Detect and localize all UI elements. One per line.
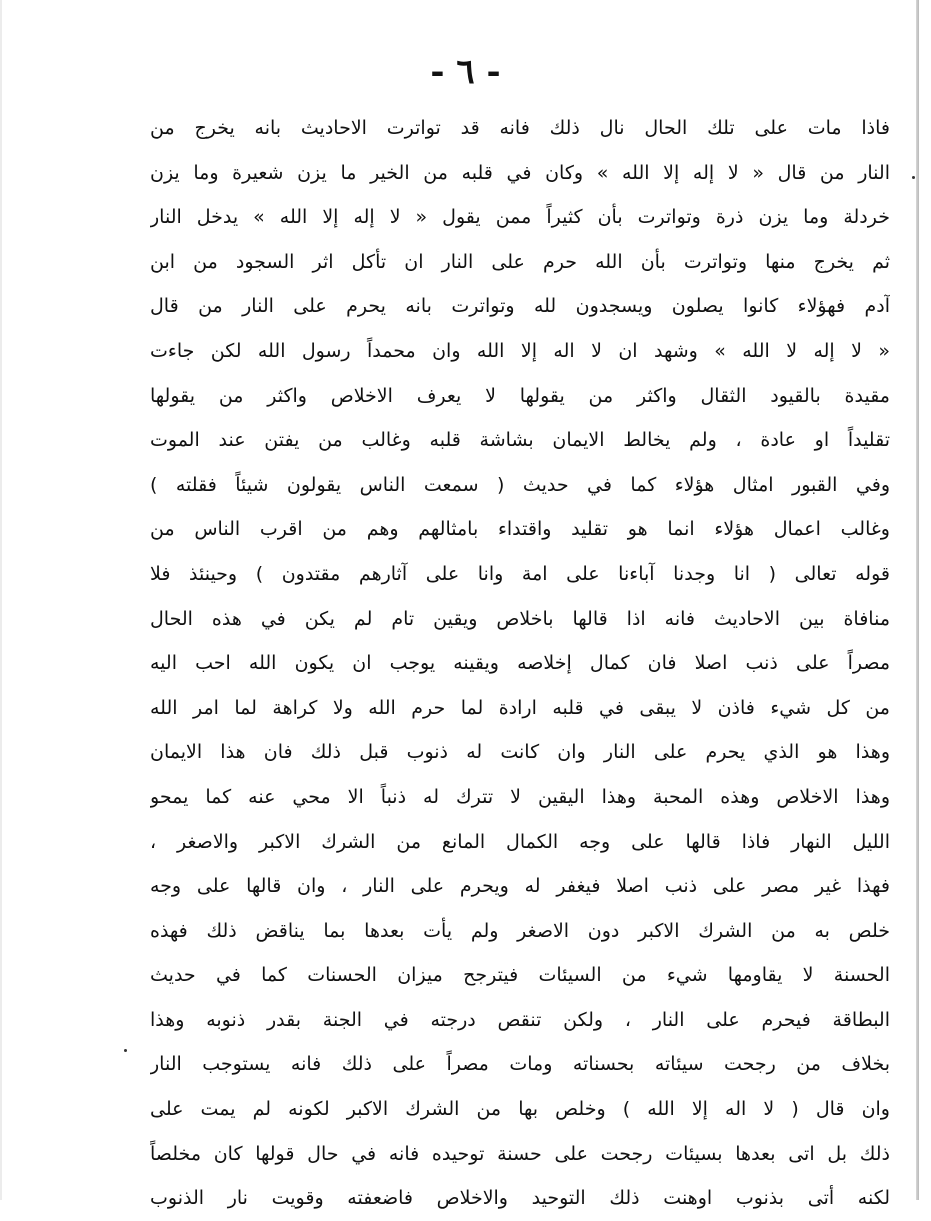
body-text: [150, 106, 890, 1221]
page-right-edge-shadow: [916, 0, 919, 1200]
text-line: « لا إله لا الله » وشهد ان لا اله إلا الله وان محمداً رسول الله لكن جاءت: [150, 339, 890, 362]
text-line: آدم فهؤلاء كانوا يصلون ويسجدون لله وتواترت بانه يحرم على النار من قال: [150, 295, 890, 318]
text-line: قوله تعالى ( انا وجدنا آباءنا على امة وانا على آثارهم مقتدون ) وحينئذ فلا: [150, 562, 890, 585]
text-line: ثم يخرج منها وتواترت بأن الله حرم على النار ان تأكل اثر السجود من ابن: [150, 250, 890, 273]
text-line: مصراً على ذنب اصلا فان كمال إخلاصه ويقينه يوجب ان يكون الله احب اليه: [150, 652, 890, 675]
text-line: الحسنة لا يقاومها شيء من السيئات فيترجح ميزان الحسنات كما في حديث: [150, 964, 890, 987]
text-line: وهذا هو الذي يحرم على النار وان كانت له ذنوب قبل ذلك فان هذا الايمان: [150, 741, 890, 764]
text-line: وغالب اعمال هؤلاء انما هو تقليد واقتداء بامثالهم وهم من اقرب الناس من: [150, 518, 890, 541]
text-line: خلص به من الشرك الاكبر دون الاصغر ولم يأت بعدها بما يناقض ذلك فهذه: [150, 919, 890, 942]
text-line: من كل شيء فاذن لا يبقى في قلبه ارادة لما حرم الله ولا كراهة لما امر الله: [150, 696, 890, 719]
text-line: النار من قال « لا إله إلا الله » وكان في قلبه من الخير ما يزن شعيرة وما يزن: [150, 161, 890, 184]
text-line: لكنه أتى بذنوب اوهنت ذلك التوحيد والاخلاص فاضعفته وقويت نار الذنوب: [150, 1187, 890, 1210]
text-line: وفي القبور امثال هؤلاء كما في حديث ( سمعت الناس يقولون شيئاً فقلته ): [150, 473, 890, 496]
scan-speck: [124, 1049, 127, 1052]
text-line: الليل النهار فاذا قالها على وجه الكمال المانع من الشرك الاكبر والاصغر ،: [150, 830, 890, 853]
text-line: وهذا الاخلاص وهذه المحبة وهذا اليقين لا تترك له ذنباً الا محي عنه كما يمحو: [150, 785, 890, 808]
page-left-edge: [0, 0, 2, 1200]
scan-speck: [912, 176, 915, 179]
text-line: تقليداً او عادة ، ولم يخالط الايمان بشاشة قلبه وغالب من يفتن عند الموت: [150, 429, 890, 452]
page-number: - ٦ -: [430, 52, 501, 92]
text-line: فاذا مات على تلك الحال نال ذلك فانه قد تواترت الاحاديث بانه يخرج من: [150, 117, 890, 139]
text-line: مقيدة بالقيود الثقال واكثر من يقولها لا يعرف الاخلاص واكثر من يقولها: [150, 384, 890, 407]
text-line: فهذا غير مصر على ذنب اصلا فيغفر له ويحرم على النار ، وان قالها على وجه: [150, 875, 890, 898]
text-line: وان قال ( لا اله إلا الله ) وخلص بها من الشرك الاكبر لكونه لم يمت على: [150, 1098, 890, 1121]
text-line: بخلاف من رجحت سيئاته بحسناته ومات مصراً على ذلك فانه يستوجب النار: [150, 1053, 890, 1076]
text-line: خردلة وما يزن ذرة وتواترت بأن كثيراً ممن يقول « لا إله إلا الله » يدخل النار: [150, 206, 890, 229]
text-line: البطاقة فيحرم على النار ، ولكن تنقص درجته في الجنة بقدر ذنوبه وهذا: [150, 1008, 890, 1031]
text-line: منافاة بين الاحاديث فانه اذا قالها باخلاص ويقين تام لم يكن في هذه الحال: [150, 607, 890, 630]
text-line: ذلك بل اتى بعدها بسيئات رجحت على حسنة توحيده فانه في حال قولها كان مخلصاً: [150, 1142, 890, 1165]
